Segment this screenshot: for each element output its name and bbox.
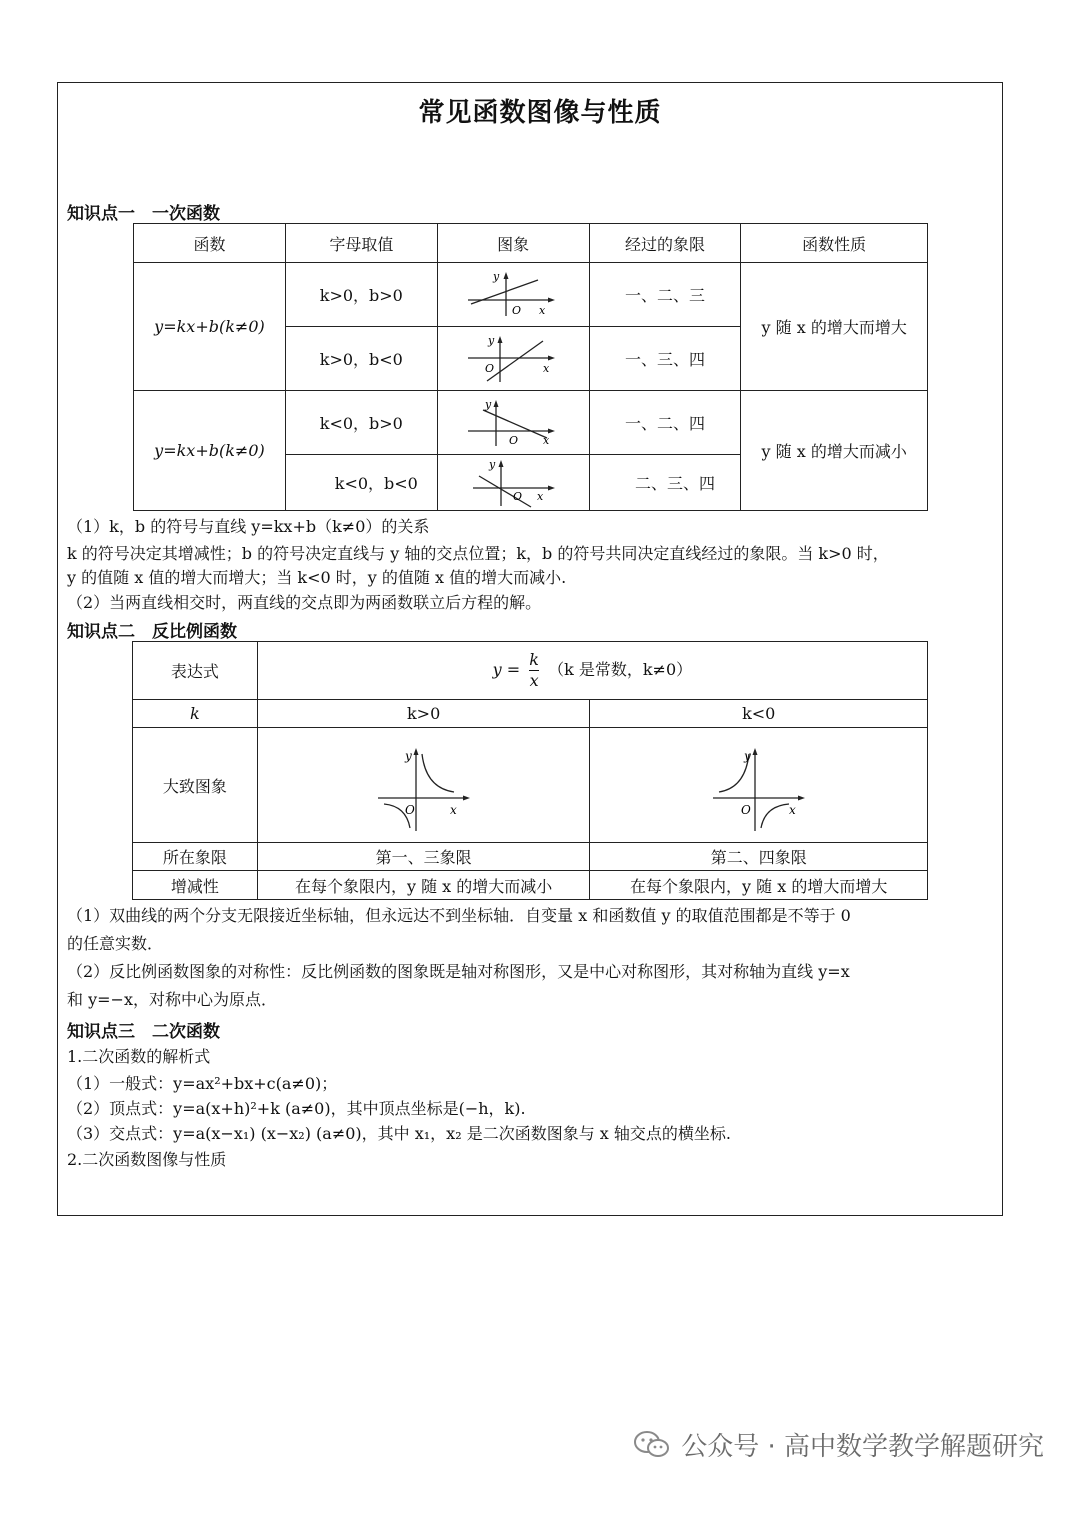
quadrants-cell: 二、三、四 bbox=[589, 455, 741, 511]
condition-cell: k>0，b>0 bbox=[285, 263, 437, 327]
header-cell: 字母取值 bbox=[285, 224, 437, 263]
x-axis-label: x bbox=[543, 361, 550, 375]
y-axis-label: y bbox=[485, 397, 492, 411]
inverse-function-table bbox=[132, 641, 928, 900]
table-header-row bbox=[134, 224, 928, 263]
section1-note1-line2: y 的值随 x 值的增大而增大；当 k<0 时，y 的值随 x 值的增大而减小. bbox=[67, 568, 567, 587]
section2-heading: 知识点二 反比例函数 bbox=[67, 622, 237, 642]
origin-label: O bbox=[740, 802, 751, 817]
y-axis-label: y bbox=[489, 457, 496, 471]
line-graph-k-pos-b-pos bbox=[463, 270, 563, 320]
function-cell: y=kx+b(k≠0) bbox=[134, 391, 286, 511]
fraction-numerator: k bbox=[529, 650, 539, 669]
origin-label: O bbox=[513, 489, 523, 503]
y-axis-label: y bbox=[743, 748, 751, 763]
condition-cell: k<0，b<0 bbox=[285, 455, 437, 511]
k-row bbox=[133, 700, 928, 728]
section3-form3: （3）交点式：y=a(x−x₁) (x−x₂) (a≠0)，其中 x₁，x₂ 是二次函数图象与 x 轴交点的横坐标. bbox=[67, 1124, 731, 1143]
graph-cell bbox=[257, 728, 590, 843]
origin-label: O bbox=[404, 802, 415, 817]
section1-note1-line1: k 的符号决定其增减性；b 的符号决定直线与 y 轴的交点位置；k，b 的符号共同决定直线经过的象限。当 k>0 时， bbox=[67, 544, 889, 563]
y-axis-label: y bbox=[488, 333, 495, 347]
graph-cell bbox=[437, 263, 589, 327]
linear-function-table bbox=[133, 223, 928, 511]
graph-cell bbox=[437, 455, 589, 511]
section2-note1-line1: （1）双曲线的两个分支无限接近坐标轴，但永远达不到坐标轴．自变量 x 和函数值 y 的取值范围都是不等于 0 bbox=[67, 906, 851, 925]
section3-heading: 知识点三 二次函数 bbox=[67, 1022, 220, 1042]
wechat-icon bbox=[633, 1430, 671, 1460]
x-axis-label: x bbox=[537, 489, 544, 503]
quadrant-negative: 第二、四象限 bbox=[590, 843, 928, 871]
property-cell: y 随 x 的增大而减小 bbox=[741, 391, 928, 511]
section2-note2-line1: （2）反比例函数图象的对称性：反比例函数的图象既是轴对称图形，又是中心对称图形，其对称轴为直线 y=x bbox=[67, 962, 850, 981]
table-row bbox=[134, 263, 928, 327]
line-graph-k-neg-b-pos bbox=[463, 398, 563, 448]
quadrant-row bbox=[133, 843, 928, 871]
expression-label: 表达式 bbox=[133, 642, 258, 700]
graph-cell bbox=[437, 327, 589, 391]
quadrants-cell: 一、三、四 bbox=[589, 327, 741, 391]
origin-label: O bbox=[512, 303, 522, 317]
line-graph-k-neg-b-neg bbox=[463, 458, 563, 508]
function-cell: y=kx+b(k≠0) bbox=[134, 263, 286, 391]
page-title: 常见函数图像与性质 bbox=[418, 98, 662, 128]
expression-fraction bbox=[529, 650, 539, 691]
k-positive: k>0 bbox=[257, 700, 590, 728]
line-graph-k-pos-b-neg bbox=[463, 334, 563, 384]
origin-label: O bbox=[485, 361, 495, 375]
section2-note1-line2: 的任意实数． bbox=[67, 934, 164, 953]
graph-cell bbox=[437, 391, 589, 455]
section2-note2-line2: 和 y=−x，对称中心为原点． bbox=[67, 990, 277, 1009]
header-cell: 函数性质 bbox=[741, 224, 928, 263]
x-axis-label: x bbox=[539, 303, 546, 317]
section1-note2: （2）当两直线相交时，两直线的交点即为两函数联立后方程的解。 bbox=[67, 593, 542, 612]
x-axis-label: x bbox=[788, 802, 796, 817]
graph-row bbox=[133, 728, 928, 843]
expression-row bbox=[133, 642, 928, 700]
hyperbola-graph-k-pos bbox=[374, 738, 474, 833]
header-cell: 经过的象限 bbox=[589, 224, 741, 263]
watermark-text: 公众号 · 高中数学教学解题研究 bbox=[681, 1432, 1044, 1462]
quadrant-label: 所在象限 bbox=[133, 843, 258, 871]
section1-heading: 知识点一 一次函数 bbox=[67, 204, 220, 224]
monotonicity-label: 增减性 bbox=[133, 871, 258, 900]
k-label: k bbox=[133, 700, 258, 728]
property-cell: y 随 x 的增大而增大 bbox=[741, 263, 928, 391]
header-cell: 图象 bbox=[437, 224, 589, 263]
expression-cell bbox=[257, 642, 927, 700]
monotonicity-positive: 在每个象限内，y 随 x 的增大而减小 bbox=[257, 871, 590, 900]
section3-sub2: 2.二次函数图像与性质 bbox=[67, 1150, 227, 1169]
expression-y: y = bbox=[492, 660, 521, 679]
watermark bbox=[633, 1426, 1044, 1463]
section3-sub1: 1.二次函数的解析式 bbox=[67, 1047, 211, 1066]
section1-note1-title: （1）k，b 的符号与直线 y=kx+b（k≠0）的关系 bbox=[67, 517, 430, 536]
x-axis-label: x bbox=[449, 802, 457, 817]
k-negative: k<0 bbox=[590, 700, 928, 728]
quadrant-positive: 第一、三象限 bbox=[257, 843, 590, 871]
condition-cell: k>0，b<0 bbox=[285, 327, 437, 391]
expression-tail: （k 是常数，k≠0） bbox=[548, 660, 693, 679]
monotonicity-negative: 在每个象限内，y 随 x 的增大而增大 bbox=[590, 871, 928, 900]
x-axis-label: x bbox=[543, 433, 550, 447]
quadrants-cell: 一、二、三 bbox=[589, 263, 741, 327]
hyperbola-graph-k-neg bbox=[709, 738, 809, 833]
graph-cell bbox=[590, 728, 928, 843]
section3-form1: （1）一般式：y=ax²+bx+c(a≠0)； bbox=[67, 1074, 338, 1093]
condition-cell: k<0，b>0 bbox=[285, 391, 437, 455]
y-axis-label: y bbox=[493, 269, 500, 283]
header-cell: 函数 bbox=[134, 224, 286, 263]
origin-label: O bbox=[509, 433, 519, 447]
quadrants-cell: 一、二、四 bbox=[589, 391, 741, 455]
table-row bbox=[134, 391, 928, 455]
fraction-denominator: x bbox=[529, 671, 539, 690]
y-axis-label: y bbox=[404, 748, 412, 763]
graph-label: 大致图象 bbox=[133, 728, 258, 843]
monotonicity-row bbox=[133, 871, 928, 900]
section3-form2: （2）顶点式：y=a(x+h)²+k (a≠0)，其中顶点坐标是(−h，k). bbox=[67, 1099, 526, 1118]
